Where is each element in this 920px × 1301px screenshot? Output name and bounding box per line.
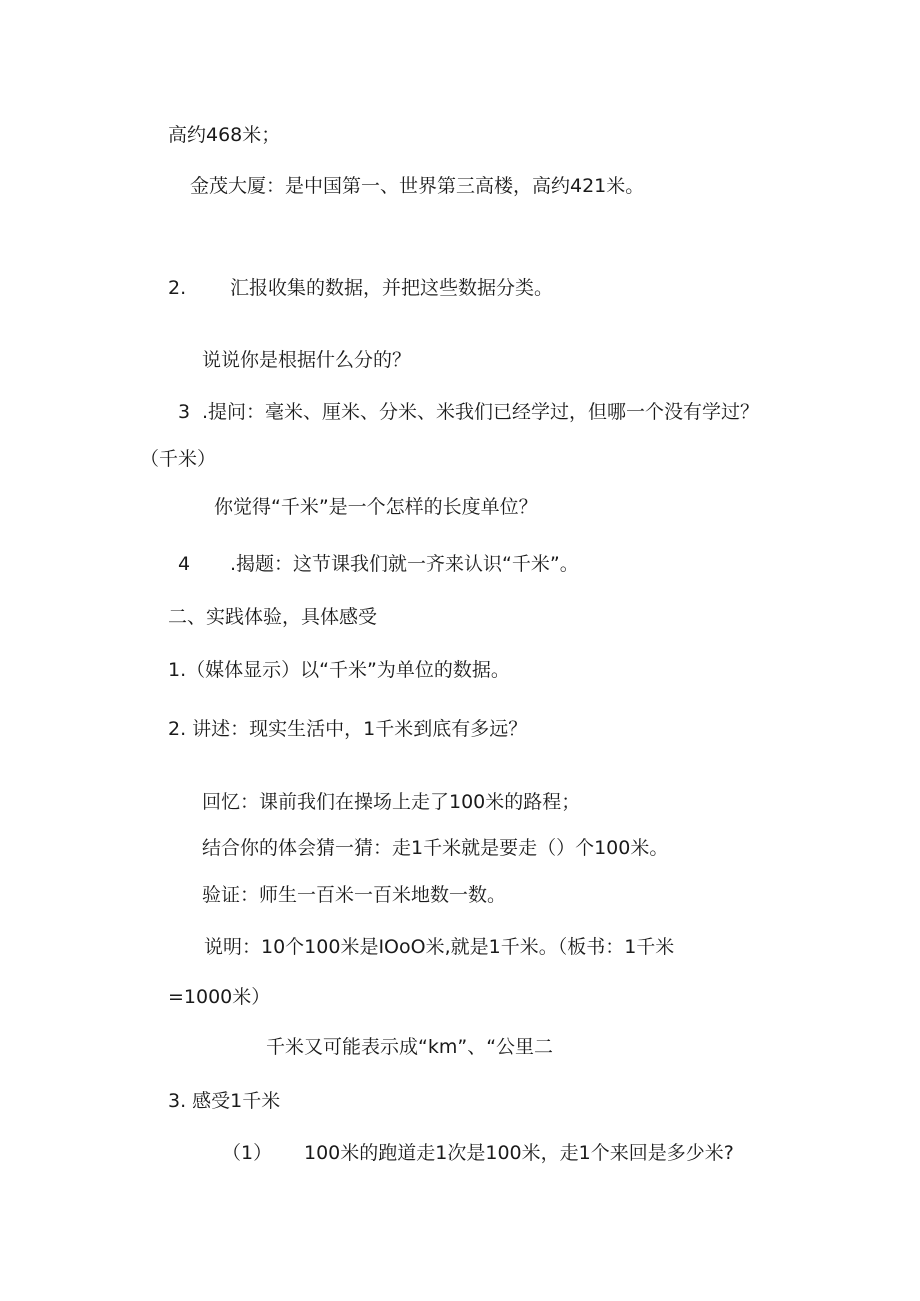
list-number: 4	[178, 553, 191, 575]
text-line: 千米又可能表示成“km”、“公里二	[266, 1036, 554, 1058]
text-line: 1.（媒体显示）以“千米”为单位的数据。	[168, 659, 510, 681]
text-line: 说说你是根据什么分的？	[202, 349, 412, 371]
text-line: .揭题：这节课我们就一齐来认识“千米”。	[230, 553, 579, 575]
text-line: （千米）	[140, 448, 217, 470]
text-line: 说明：10个100米是IOoO米,就是1千米。（板书：1千米	[204, 936, 675, 958]
text-line: 你觉得“千米”是一个怎样的长度单位？	[214, 496, 538, 518]
text-line: 汇报收集的数据，并把这些数据分类。	[230, 277, 554, 299]
text-line: =1000米）	[168, 986, 271, 1008]
text-line: 100米的跑道走1次是100米，走1个来回是多少米?	[304, 1142, 734, 1164]
section-heading: 二、实践体验，具体感受	[168, 606, 378, 628]
list-number: （1）	[222, 1142, 273, 1164]
list-number: 3	[178, 401, 191, 423]
text-line: 3. 感受1千米	[168, 1090, 281, 1112]
text-line: 结合你的体会猜一猜：走1千米就是要走（）个100米。	[202, 837, 669, 859]
text-line: 高约468米；	[168, 124, 281, 146]
text-line: 验证：师生一百米一百米地数一数。	[202, 884, 507, 906]
list-number: 2.	[168, 277, 187, 299]
text-line: 回忆：课前我们在操场上走了100米的路程；	[202, 791, 581, 813]
text-line: 2. 讲述：现实生活中，1千米到底有多远？	[168, 718, 528, 740]
text-line: .提问：毫米、厘米、分米、米我们已经学过，但哪一个没有学过？	[202, 401, 760, 423]
text-line: 金茂大厦：是中国第一、世界第三高楼，高约421米。	[190, 175, 645, 197]
